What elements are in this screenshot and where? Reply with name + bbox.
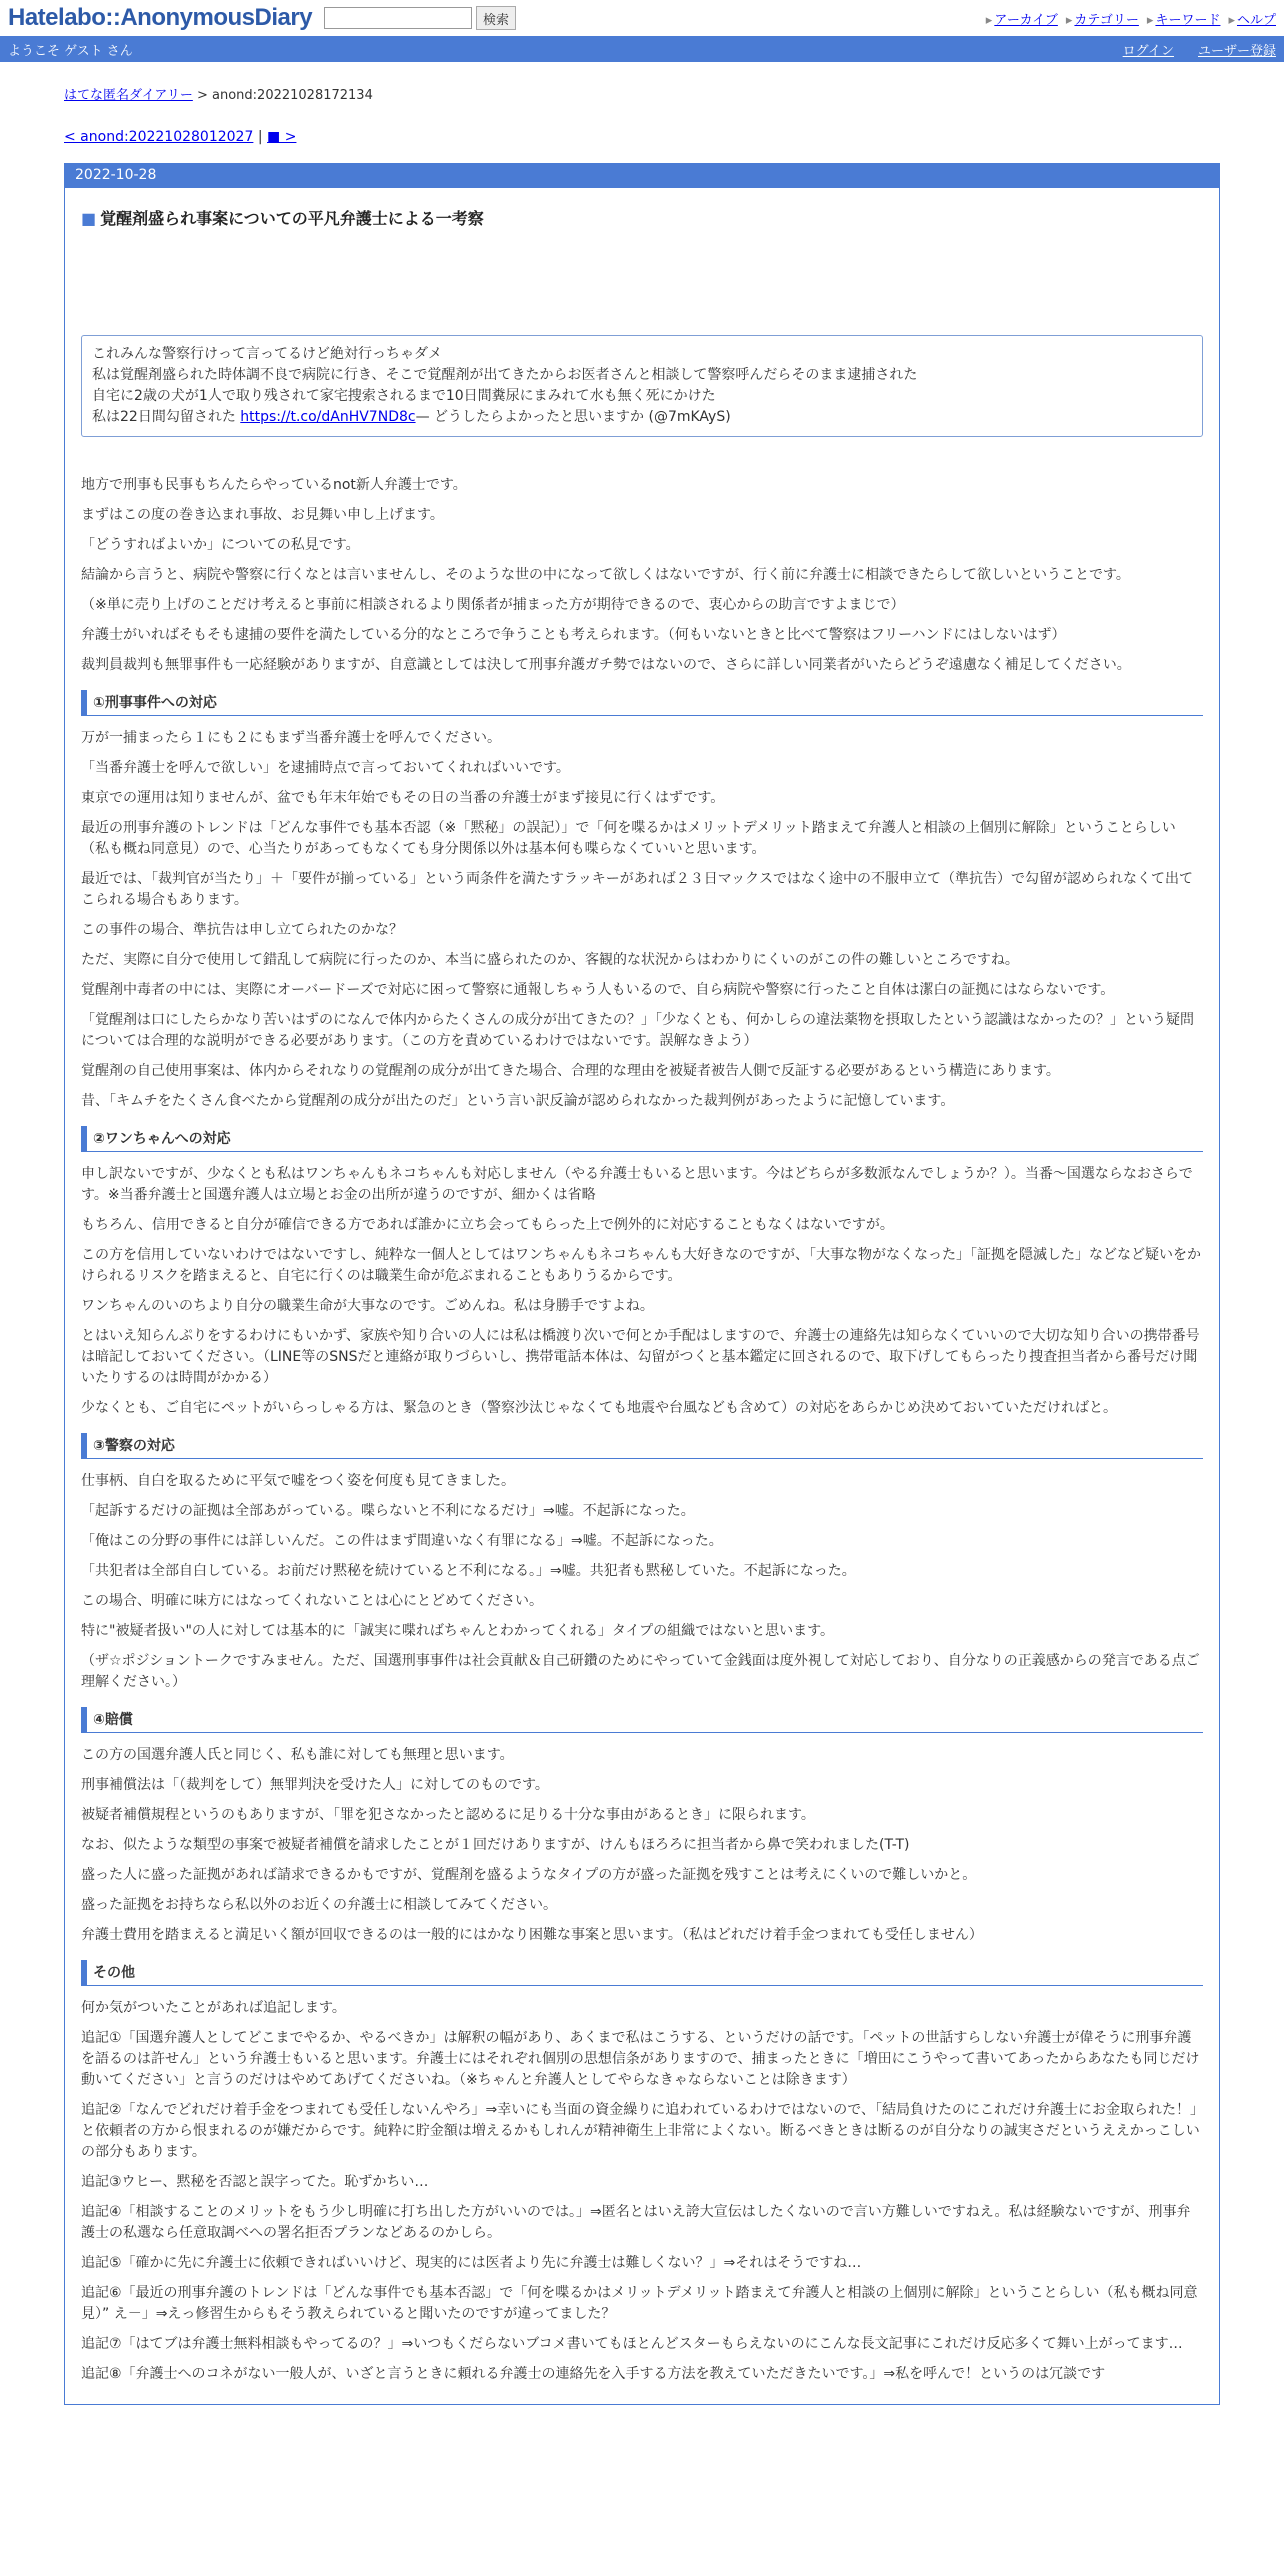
entry-paragraph: この方を信用していないわけではないですし、純粋な一個人としてはワンちゃんもネコちゃんも大好きなのですが、「大事な物がなくなった」「証拠を隠滅した」などなど疑いをかけられるリスクを踏まえると、自宅に行くのは職業生命が危ぶまれることもありうるからです。	[81, 1247, 1201, 1284]
next-entry-link[interactable]: ■ >	[267, 129, 297, 145]
tweet-suffix: — どうしたらよかったと思いますか (@7mKAyS)	[415, 409, 731, 425]
entry-paragraph: 特に"被疑者扱い"の人に対しては基本的に「誠実に喋ればちゃんとわかってくれる」タイプの組織ではないと思います。	[81, 1623, 835, 1639]
entry-paragraph: 被疑者補償規程というのもありますが、「罪を犯さなかったと認めるに足りる十分な事由があるとき」に限られます。	[81, 1807, 815, 1823]
entry-paragraph: 追記③ウヒー、黙秘を否認と誤字ってた。恥ずかちい…	[81, 2174, 429, 2190]
login-link[interactable]: ログイン	[1122, 43, 1174, 59]
entry-paragraph: 少なくとも、ご自宅にペットがいらっしゃる方は、緊急のとき（警察沙汰じゃなくても地震や台風なども含めて）の対応をあらかじめ決めておいていただければと。	[81, 1400, 1117, 1416]
entry-paragraph: 弁護士がいればそもそも逮捕の要件を満たしている分的なところで争うことも考えられます。（何もいないときと比べて警察はフリーハンドにはしないはず）	[81, 627, 1066, 643]
entry-paragraph: 追記①「国選弁護人としてどこまでやるか、やるべきか」は解釈の幅があり、あくまで私はこうする、というだけの話です。「ペットの世話すらしない弁護士が偉そうに刑事弁護を語るのは許せん」という弁護士もいると思います。弁護士にはそれぞれ個別の思想信条がありますので、捕まったときに「増田にこうやって書いてあったからあなたも同じだけ動いてください」と言うのだけはやめてあげてくださいね。（※ちゃんと弁護人としてやらなきゃならないことは除きます）	[81, 2030, 1200, 2088]
entry-paragraph: ただ、実際に自分で使用して錯乱して病院に行ったのか、本当に盛られたのか、客観的な状況からはわかりにくいのがこの件の難しいところですね。	[81, 952, 1019, 968]
entry-paragraph: 「当番弁護士を呼んで欲しい」を逮捕時点で言っておいてくれればいいです。	[81, 760, 570, 776]
entry-paragraph: 「俺はこの分野の事件には詳しいんだ。この件はまず間違いなく有罪になる」⇒嘘。不起訴になった。	[81, 1533, 723, 1549]
day-box	[64, 163, 1220, 2405]
entry-paragraph: 追記④「相談することのメリットをもう少し明確に打ち出した方がいいのでは。」⇒匿名とはいえ誇大宣伝はしたくないので言い方難しいですねえ。私は経験ないですが、刑事弁護士の私選なら任意取調べへの署名拒否プランなどあるのかしら。	[81, 2204, 1191, 2241]
entry-paragraph: 盛った証拠をお持ちなら私以外のお近くの弁護士に相談してみてください。	[81, 1897, 557, 1913]
entry-text	[81, 475, 1203, 2385]
section-heading: ①刑事事件への対応	[81, 690, 1203, 716]
embed-space	[81, 229, 1203, 313]
section-heading: その他	[81, 1960, 1203, 1986]
entry-paragraph: 何か気がついたことがあれば追記します。	[81, 2000, 346, 2016]
help-link[interactable]: ▸ ヘルプ	[1228, 9, 1276, 28]
entry-date: 2022-10-28	[65, 164, 1219, 188]
breadcrumb	[64, 84, 1220, 103]
nav-sep: |	[253, 129, 268, 145]
entry-paragraph: 刑事補償法は「（裁判をして）無罪判決を受けた人」に対してのものです。	[81, 1777, 549, 1793]
entry-paragraph: 地方で刑事も民事もちんたらやっているnot新人弁護士です。	[81, 477, 467, 493]
entry-paragraph: この事件の場合、準抗告は申し立てられたのかな？	[81, 922, 403, 938]
keyword-link[interactable]: ▸ キーワード	[1147, 9, 1221, 28]
top-links	[986, 9, 1276, 28]
entry-paragraph: 追記⑧「弁護士へのコネがない一般人が、いざと言うときに頼れる弁護士の連絡先を入手する方法を教えていただきたいです。」⇒私を呼んで！というのは冗談です	[81, 2366, 1106, 2382]
entry-paragraph: 申し訳ないですが、少なくとも私はワンちゃんもネコちゃんも対応しません（やる弁護士もいると思います。今はどちらが多数派なんでしょうか？）。当番～国選ならなおさらです。※当番弁護士と国選弁護人は立場とお金の出所が違うのですが、細かくは省略	[81, 1166, 1193, 1203]
user-bar	[0, 36, 1284, 62]
entry-paragraph: まずはこの度の巻き込まれ事故、お見舞い申し上げます。	[81, 507, 444, 523]
entry-paragraph: （※単に売り上げのことだけ考えると事前に相談されるより関係者が捕まった方が期待できるので、衷心からの助言ですよまじで）	[81, 597, 905, 613]
archive-link[interactable]: ▸ アーカイブ	[986, 9, 1058, 28]
site-logo[interactable]: Hatelabo::AnonymousDiary	[8, 4, 313, 31]
entry-paragraph: この方の国選弁護人氏と同じく、私も誰に対しても無理と思います。	[81, 1747, 514, 1763]
section-heading: ②ワンちゃんへの対応	[81, 1126, 1203, 1152]
entry-paragraph: 覚醒剤の自己使用事案は、体内からそれなりの覚醒剤の成分が出てきた場合、合理的な理由を被疑者被告人側で反証する必要があるという構造にあります。	[81, 1063, 1060, 1079]
breadcrumb-home[interactable]: はてな匿名ダイアリー	[64, 88, 193, 103]
breadcrumb-current: anond:20221028172134	[212, 88, 373, 103]
entry-paragraph: この場合、明確に味方にはなってくれないことは心にとどめてください。	[81, 1593, 543, 1609]
entry-paragraph: 追記⑥「最近の刑事弁護のトレンドは「どんな事件でも基本否認」で「何を喋るかはメリットデメリット踏まえて弁護人と相談の上個別に解除」ということらしい（私も概ね同意見）” え－」⇒えっ修習生からもそう教えられていると聞いたのですが違ってました？	[81, 2285, 1198, 2322]
breadcrumb-sep: >	[192, 88, 213, 103]
section-heading: ④賠償	[81, 1707, 1203, 1733]
entry-paragraph: 追記⑦「はてブは弁護士無料相談もやってるの？」⇒いつもくだらないブコメ書いてもほとんどスターもらえないのにこんな長文記事にこれだけ反応多くて舞い上がってます…	[81, 2336, 1183, 2352]
entry-paragraph: 結論から言うと、病院や警察に行くなとは言いませんし、そのような世の中になって欲しくはないですが、行く前に弁護士に相談できたらして欲しいということです。	[81, 567, 1130, 583]
embedded-tweet	[81, 335, 1203, 437]
entry-paragraph: 覚醒剤中毒者の中には、実際にオーバードーズで対応に困って警察に通報しちゃう人もいるので、自ら病院や警察に行ったこと自体は潔白の証拠にはならないです。	[81, 982, 1115, 998]
entry-permalink-icon[interactable]: ■	[81, 209, 97, 228]
entry-paragraph: もちろん、信用できると自分が確信できる方であれば誰かに立ち会ってもらった上で例外的に対応することもなくはないですが。	[81, 1217, 894, 1233]
tweet-link[interactable]: https://t.co/dAnHV7ND8c	[240, 409, 416, 425]
entry-paragraph: 「覚醒剤は口にしたらかなり苦いはずのになんで体内からたくさんの成分が出てきたの？」「少なくとも、何かしらの違法薬物を摂取したという認識はなかったの？」という疑問については合理的な説明ができる必要があります。（この方を責めているわけではないです。誤解なきよう）	[81, 1012, 1194, 1049]
entry-paragraph: 「共犯者は全部自白している。お前だけ黙秘を続けていると不利になる。」⇒嘘。共犯者も黙秘していた。不起訴になった。	[81, 1563, 856, 1579]
entry-title-text: 覚醒剤盛られ事案についての平凡弁護士による一考察	[100, 209, 484, 228]
tweet-prefix: 私は22日間勾留された	[92, 409, 241, 425]
register-link[interactable]: ユーザー登録	[1197, 43, 1276, 59]
entry-paragraph: 万が一捕まったら１にも２にもまず当番弁護士を呼んでください。	[81, 730, 501, 746]
entry-paragraph: 最近の刑事弁護のトレンドは「どんな事件でも基本否認（※「黙秘」の誤記）」で「何を喋るかはメリットデメリット踏まえて弁護人と相談の上個別に解除」ということらしい（私も概ね同意見）ので、心当たりがあってもなくても身分関係以外は基本何も喋らなくていいと思います。	[81, 820, 1176, 857]
entry-paragraph: 「どうすればよいか」についての私見です。	[81, 537, 360, 553]
entry-paragraph: とはいえ知らんぷりをするわけにもいかず、家族や知り合いの人には私は橋渡り次いで何とか手配はしますので、弁護士の連絡先は知らなくていいので大切な知り合いの携帯番号は暗記しておいてください。（LINE等のSNSだと連絡が取りづらいし、携帯電話本体は、勾留がつくと基本鑑定に回されるので、取下げしてもらったり捜査担当者から番号だけ聞いたりするのは時間がかかる）	[81, 1328, 1200, 1386]
main-content	[0, 84, 1284, 2405]
search-button[interactable]: 検索	[476, 6, 516, 30]
entry-body	[65, 188, 1219, 2404]
entry-paragraph: ワンちゃんのいのちより自分の職業生命が大事なのです。ごめんね。私は身勝手ですよね。	[81, 1298, 654, 1314]
tweet-line-last	[92, 407, 1192, 428]
prev-entry-link[interactable]: < anond:20221028012027	[64, 129, 254, 145]
entry-paragraph: 仕事柄、自白を取るために平気で嘘をつく姿を何度も見てきました。	[81, 1473, 515, 1489]
entry-paragraph: 盛った人に盛った証拠があれば請求できるかもですが、覚醒剤を盛るようなタイプの方が盛った証拠を残すことは考えにくいので難しいかと。	[81, 1867, 977, 1883]
tweet-line: 私は覚醒剤盛られた時体調不良で病院に行き、そこで覚醒剤が出てきたからお医者さんと相談して警察呼んだらそのまま逮捕された	[92, 367, 918, 383]
welcome-text: ようこそ ゲスト さん	[8, 43, 133, 59]
tweet-line: 自宅に2歳の犬が1人で取り残されて家宅捜索されるまで10日間糞尿にまみれて水も無く死にかけた	[92, 388, 716, 404]
tweet-line: これみんな警察行けって言ってるけど絶対行っちゃダメ	[92, 346, 442, 362]
entry-nav	[64, 129, 1220, 145]
entry-paragraph: 東京での運用は知りませんが、盆でも年末年始でもその日の当番の弁護士がまず接見に行くはずです。	[81, 790, 725, 806]
entry-paragraph: （ザ☆ポジショントークですみません。ただ、国選刑事事件は社会貢献＆自己研鑽のためにやっていて金銭面は度外視して対応しており、自分なりの正義感からの発言である点ご理解ください。）	[81, 1653, 1200, 1690]
entry-paragraph: 追記②「なんでどれだけ着手金をつまれても受任しないんやろ」⇒幸いにも当面の資金繰りに追われているわけではないので、「結局負けたのにこれだけ弁護士にお金取られた！」と依頼者の方から恨まれるのが嫌だからです。純粋に貯金額は増えるかもしれんが精神衛生上非常によくない。断るべきときは断るのが自分なりの誠実さだというええかっこしいの部分もあります。	[81, 2102, 1200, 2160]
category-link[interactable]: ▸ カテゴリー	[1066, 9, 1139, 28]
entry-paragraph: なお、似たような類型の事案で被疑者補償を請求したことが１回だけありますが、けんもほろろに担当者から鼻で笑われました(T-T)	[81, 1837, 910, 1853]
entry-title	[81, 206, 1203, 229]
top-bar	[0, 0, 1284, 36]
section-heading: ③警察の対応	[81, 1433, 1203, 1459]
entry-paragraph: 裁判員裁判も無罪事件も一応経験がありますが、自意識としては決して刑事弁護ガチ勢ではないので、さらに詳しい同業者がいたらどうぞ遠慮なく補足してください。	[81, 657, 1131, 673]
entry-paragraph: 追記⑤「確かに先に弁護士に依頼できればいいけど、現実的には医者より先に弁護士は難しくない？」⇒それはそうですね…	[81, 2255, 862, 2271]
entry-paragraph: 「起訴するだけの証拠は全部あがっている。喋らないと不利になるだけ」⇒嘘。不起訴になった。	[81, 1503, 695, 1519]
entry-paragraph: 昔、「キムチをたくさん食べたから覚醒剤の成分が出たのだ」という言い訳反論が認められなかった裁判例があったように記憶しています。	[81, 1093, 955, 1109]
search-input[interactable]	[324, 7, 472, 29]
entry-paragraph: 最近では、「裁判官が当たり」＋「要件が揃っている」という両条件を満たすラッキーがあれば２３日マックスではなく途中の不服申立て（準抗告）で勾留が認められなくて出てこられる場合もあります。	[81, 871, 1194, 908]
entry-paragraph: 弁護士費用を踏まえると満足いく額が回収できるのは一般的にはかなり困難な事案と思います。（私はどれだけ着手金つまれても受任しません）	[81, 1927, 983, 1943]
